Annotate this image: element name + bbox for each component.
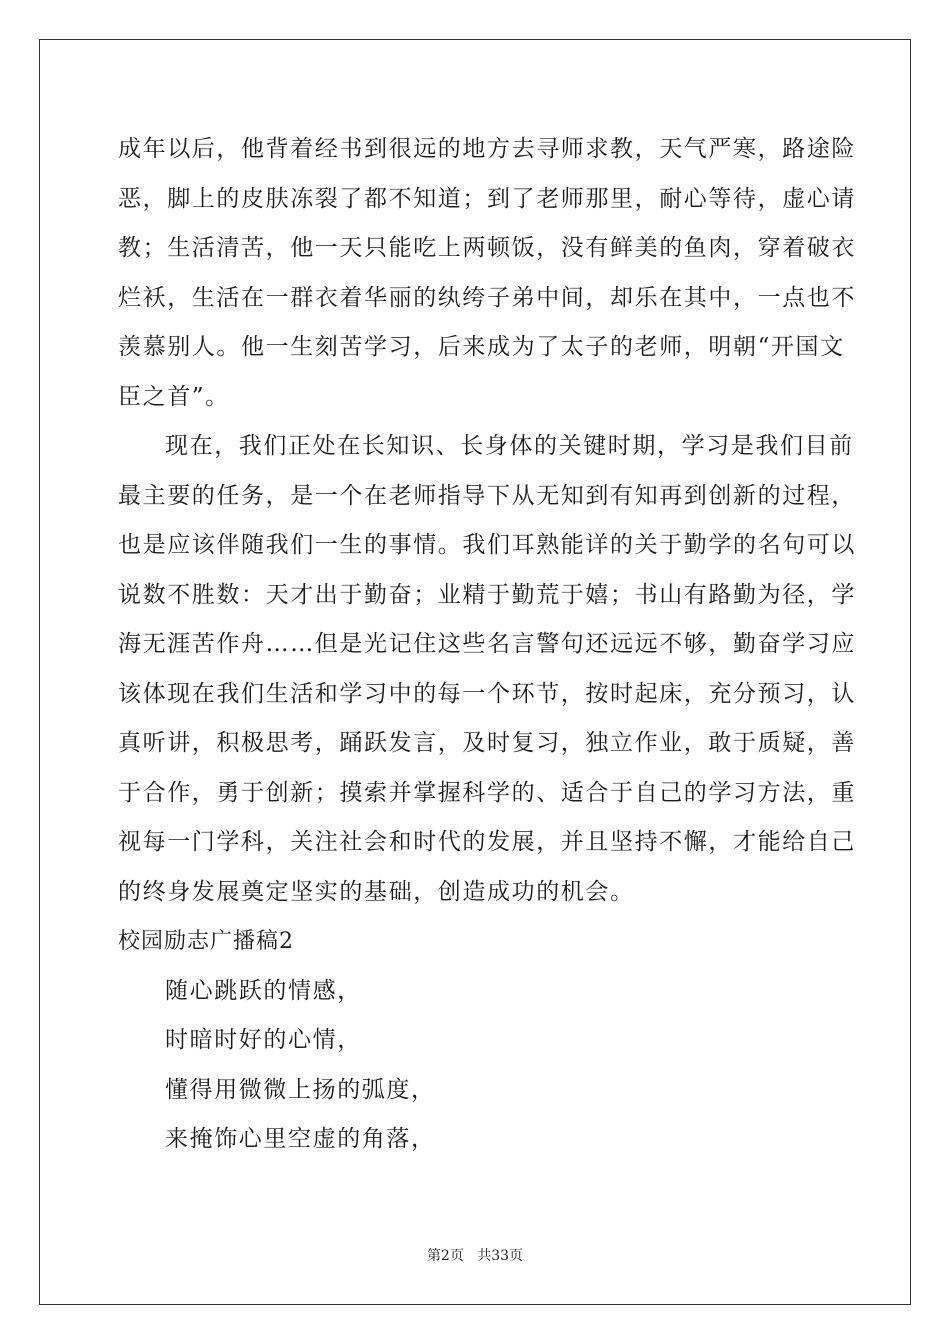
text-line: 该体现在我们生活和学习中的每一个环节，按时起床，充分预习，认 (118, 680, 856, 707)
text-line: 烂袄，生活在一群衣着华丽的纨绔子弟中间，却乐在其中，一点也不 (118, 284, 856, 311)
poem-line: 随心跳跃的情感， (165, 977, 362, 1004)
poem-line: 时暗时好的心情， (165, 1027, 362, 1053)
section-title: 校园励志广播稿2 (118, 929, 294, 954)
text-line: 说数不胜数：天才出于勤奋；业精于勤荒于嬉；书山有路勤为径，学 (118, 581, 856, 608)
poem-line: 来掩饰心里空虚的角落， (165, 1126, 436, 1152)
text-line: 最主要的任务，是一个在老师指导下从无知到有知再到创新的过程， (118, 482, 856, 509)
text-line: 臣之首”。 (118, 383, 230, 410)
text-line: 真听讲，积极思考，踊跃发言，及时复习，独立作业，敢于质疑，善 (118, 730, 856, 756)
text-line: 视每一门学科，关注社会和时代的发展，并且坚持不懈，才能给自己 (118, 829, 856, 855)
page-number: 第2页 (426, 1248, 464, 1264)
text-line: 也是应该伴随我们一生的事情。我们耳熟能详的关于勤学的名句可以 (118, 532, 856, 558)
text-line: 的终身发展奠定坚实的基础，创造成功的机会。 (118, 878, 635, 905)
text-line: 成年以后，他背着经书到很远的地方去寻师求教，天气严寒，路途险 (118, 136, 856, 162)
text-line: 海无涯苦作舟……但是光记住这些名言警句还远远不够，勤奋学习应 (118, 631, 856, 657)
paragraph-2 (118, 422, 856, 917)
page-footer (0, 1245, 950, 1265)
poem (118, 967, 834, 1165)
document-body (118, 125, 856, 1165)
text-line: 恶，脚上的皮肤冻裂了都不知道；到了老师那里，耐心等待，虚心请 (118, 185, 856, 212)
text-line: 教；生活清苦，他一天只能吃上两顿饭，没有鲜美的鱼肉，穿着破衣 (118, 235, 856, 261)
page-total: 共33页 (477, 1248, 524, 1264)
text-line: 羡慕别人。他一生刻苦学习，后来成为了太子的老师，明朝“开国文 (118, 334, 845, 360)
text-line: 于合作，勇于创新；摸索并掌握科学的、适合于自己的学习方法，重 (118, 779, 856, 806)
paragraph-1 (118, 125, 856, 422)
text-line: 现在，我们正处在长知识、长身体的关键时期，学习是我们目前 (165, 433, 854, 459)
poem-line: 懂得用微微上扬的弧度， (165, 1076, 436, 1103)
